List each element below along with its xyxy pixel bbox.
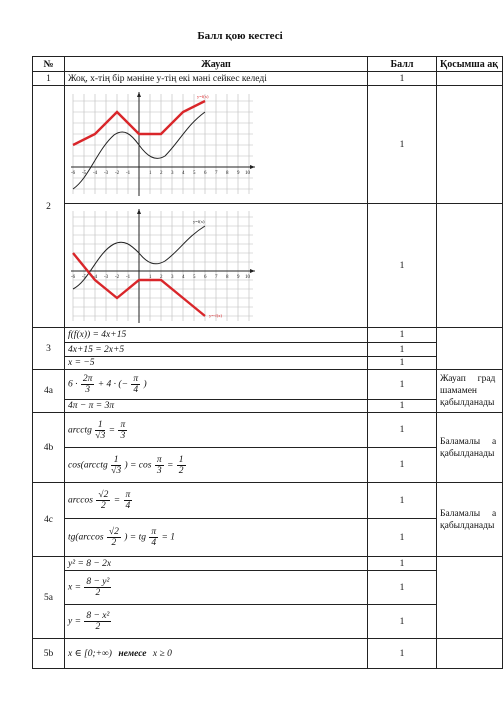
note-line: қабылданады xyxy=(440,520,495,531)
svg-text:4: 4 xyxy=(182,170,185,176)
svg-text:-3: -3 xyxy=(104,170,109,176)
svg-text:-2: -2 xyxy=(115,170,120,176)
table-row xyxy=(33,204,503,328)
table-row xyxy=(33,483,503,519)
graph-a-x-ticks xyxy=(71,171,251,176)
extra-cell xyxy=(437,86,503,204)
svg-text:7: 7 xyxy=(215,170,218,176)
answer-cell: 4π − π = 3π xyxy=(65,400,368,413)
fraction: $\frac{\text{8 − x²}}{2}$ xyxy=(86,611,110,632)
fraction: $\frac{\pi}{3}$ xyxy=(120,419,126,441)
table-row xyxy=(33,400,503,413)
graph-a xyxy=(69,90,259,200)
points-cell: 1 xyxy=(368,519,437,557)
answer-cell xyxy=(65,370,368,400)
svg-text:-4: -4 xyxy=(93,170,98,176)
header-extra: Қосымша ақ xyxy=(437,57,503,72)
graph-a-legend: y=f(x) xyxy=(197,93,209,99)
row-number: 5a xyxy=(33,557,65,639)
svg-text:-1: -1 xyxy=(126,170,131,176)
extra-cell xyxy=(437,204,503,328)
extra-cell xyxy=(437,483,503,557)
table-row xyxy=(33,370,503,400)
fraction: $\frac{√2}{2}$ xyxy=(108,527,119,548)
answer-cell: x = −5 xyxy=(65,357,368,370)
svg-text:7: 7 xyxy=(215,274,218,280)
extra-cell xyxy=(437,413,503,483)
svg-text:3: 3 xyxy=(171,170,174,176)
answer-cell: y = $\frac{\text{8 − x²}}{2}$ xyxy=(65,605,368,639)
table-header-row xyxy=(33,57,503,72)
svg-text:8: 8 xyxy=(226,274,229,280)
row-number: 2 xyxy=(33,86,65,328)
svg-text:-3: -3 xyxy=(104,274,109,280)
extra-cell xyxy=(437,557,503,639)
note-line: Жауап град xyxy=(440,374,496,384)
svg-text:9: 9 xyxy=(237,274,240,280)
points-cell: 1 xyxy=(368,448,437,483)
fraction: $\frac{\text{8 − y²}}{2}$ xyxy=(86,577,110,598)
answer-cell: arcctg $\frac{1}{√3}$ = $\frac{\pi}{3}$ xyxy=(65,413,368,448)
note-line: Баламалы а xyxy=(440,436,497,447)
graph-b xyxy=(69,207,259,325)
table-row xyxy=(33,86,503,204)
points-cell: 1 xyxy=(368,72,437,86)
fraction: $\frac{\pi}{4}$ xyxy=(125,490,131,511)
svg-text:2: 2 xyxy=(160,274,163,280)
fraction: $\frac{\pi}{3}$ xyxy=(156,454,162,476)
fraction: $\frac{\pi}{4}$ xyxy=(133,374,139,395)
points-cell: 1 xyxy=(368,328,437,343)
note-line: шамамен xyxy=(440,386,478,396)
table-row xyxy=(33,72,503,86)
svg-text:-1: -1 xyxy=(126,274,131,280)
svg-text:-4: -4 xyxy=(93,274,98,280)
fraction: $\frac{√2}{2}$ xyxy=(98,490,109,511)
header-num: № xyxy=(33,57,65,72)
extra-cell xyxy=(437,328,503,370)
graph-b-legend-bottom: y=-f(x) xyxy=(209,312,223,318)
answer-cell: x = $\frac{\text{8 − y²}}{2}$ xyxy=(65,571,368,605)
answer-cell: f(f(x)) = 4x+15 xyxy=(65,328,368,343)
graph-b-grid xyxy=(73,211,253,321)
svg-text:9: 9 xyxy=(237,170,240,176)
answer-cell: arccos $\frac{√2}{2}$ = $\frac{\pi}{4}$ xyxy=(65,483,368,519)
extra-cell xyxy=(437,72,503,86)
note-line: қабылданады xyxy=(440,398,495,408)
points-cell: 1 xyxy=(368,400,437,413)
svg-text:4: 4 xyxy=(182,274,185,280)
svg-text:6: 6 xyxy=(204,170,207,176)
row-number: 3 xyxy=(33,328,65,370)
row-number: 4a xyxy=(33,370,65,413)
svg-text:-6: -6 xyxy=(71,170,76,176)
row-number: 1 xyxy=(33,72,65,86)
svg-text:2: 2 xyxy=(160,170,163,176)
points-cell: 1 xyxy=(368,204,437,328)
points-cell: 1 xyxy=(368,357,437,370)
table-row xyxy=(33,343,503,357)
expr-part: 6 · xyxy=(68,379,78,390)
points-cell: 1 xyxy=(368,413,437,448)
score-table xyxy=(32,56,503,669)
header-points: Балл xyxy=(368,57,437,72)
points-cell: 1 xyxy=(368,639,437,669)
header-answer: Жауап xyxy=(65,57,368,72)
table-row xyxy=(33,357,503,370)
table-row xyxy=(33,639,503,669)
table-row xyxy=(33,571,503,605)
answer-cell: tg(arccos $\frac{√2}{2}$ ) = tg $\frac{\pi}{4}$ = 1 xyxy=(65,519,368,557)
extra-cell xyxy=(437,370,503,413)
answer-graph-cell xyxy=(65,86,368,204)
answer-cell: Жоқ, x-тің бір мәніне y-тің екі мәні сейкес келеді xyxy=(65,72,368,86)
answer-cell: cos(arcctg $\frac{1}{√3}$ ) = cos $\frac{\pi}{3}$ = $\frac{1}{2}$ xyxy=(65,448,368,483)
row-number: 5b xyxy=(33,639,65,669)
points-cell: 1 xyxy=(368,557,437,571)
graph-a-grid xyxy=(73,94,253,194)
points-cell: 1 xyxy=(368,605,437,639)
svg-text:3: 3 xyxy=(171,274,174,280)
points-cell: 1 xyxy=(368,370,437,400)
note-line: қабылданады xyxy=(440,448,495,459)
svg-text:-2: -2 xyxy=(115,274,120,280)
svg-text:-5: -5 xyxy=(82,170,87,176)
table-row xyxy=(33,519,503,557)
extra-cell xyxy=(437,639,503,669)
answer-cell: y² = 8 − 2x xyxy=(65,557,368,571)
answer-cell: x ∈ [0;+∞) немесе x ≥ 0 xyxy=(65,639,368,669)
table-row xyxy=(33,448,503,483)
points-cell: 1 xyxy=(368,86,437,204)
svg-text:1: 1 xyxy=(149,274,152,280)
svg-text:10: 10 xyxy=(245,274,250,280)
row-number: 4b xyxy=(33,413,65,483)
answer-cell: 4x+15 = 2x+5 xyxy=(65,343,368,357)
points-cell: 1 xyxy=(368,571,437,605)
fraction: $\frac{1}{2}$ xyxy=(178,454,184,476)
fraction: $\frac{\pi}{4}$ xyxy=(151,527,157,548)
svg-text:10: 10 xyxy=(245,170,250,176)
svg-text:6: 6 xyxy=(204,274,207,280)
graph-b-legend-top: y=f(x) xyxy=(193,218,205,224)
note-line: Баламалы а xyxy=(440,508,497,519)
table-row xyxy=(33,413,503,448)
svg-text:-5: -5 xyxy=(82,274,87,280)
points-cell: 1 xyxy=(368,343,437,357)
fraction: $\frac{1}{√3}$ xyxy=(95,419,106,441)
expr-part: + 4 · (− xyxy=(97,379,129,390)
svg-text:5: 5 xyxy=(193,274,196,280)
svg-text:-6: -6 xyxy=(71,274,76,280)
points-cell: 1 xyxy=(368,483,437,519)
page-title: Балл қою кестесі xyxy=(197,30,283,42)
table-row xyxy=(33,605,503,639)
table-row xyxy=(33,557,503,571)
svg-text:1: 1 xyxy=(149,170,152,176)
svg-text:8: 8 xyxy=(226,170,229,176)
answer-graph-cell xyxy=(65,204,368,328)
fraction: $\frac{1}{√3}$ xyxy=(111,454,122,476)
expr-part: ) xyxy=(143,379,147,390)
row-number: 4c xyxy=(33,483,65,557)
table-row xyxy=(33,328,503,343)
svg-text:5: 5 xyxy=(193,170,196,176)
graph-b-x-ticks xyxy=(71,275,251,280)
fraction: $\frac{2\pi}{3}$ xyxy=(82,374,93,395)
